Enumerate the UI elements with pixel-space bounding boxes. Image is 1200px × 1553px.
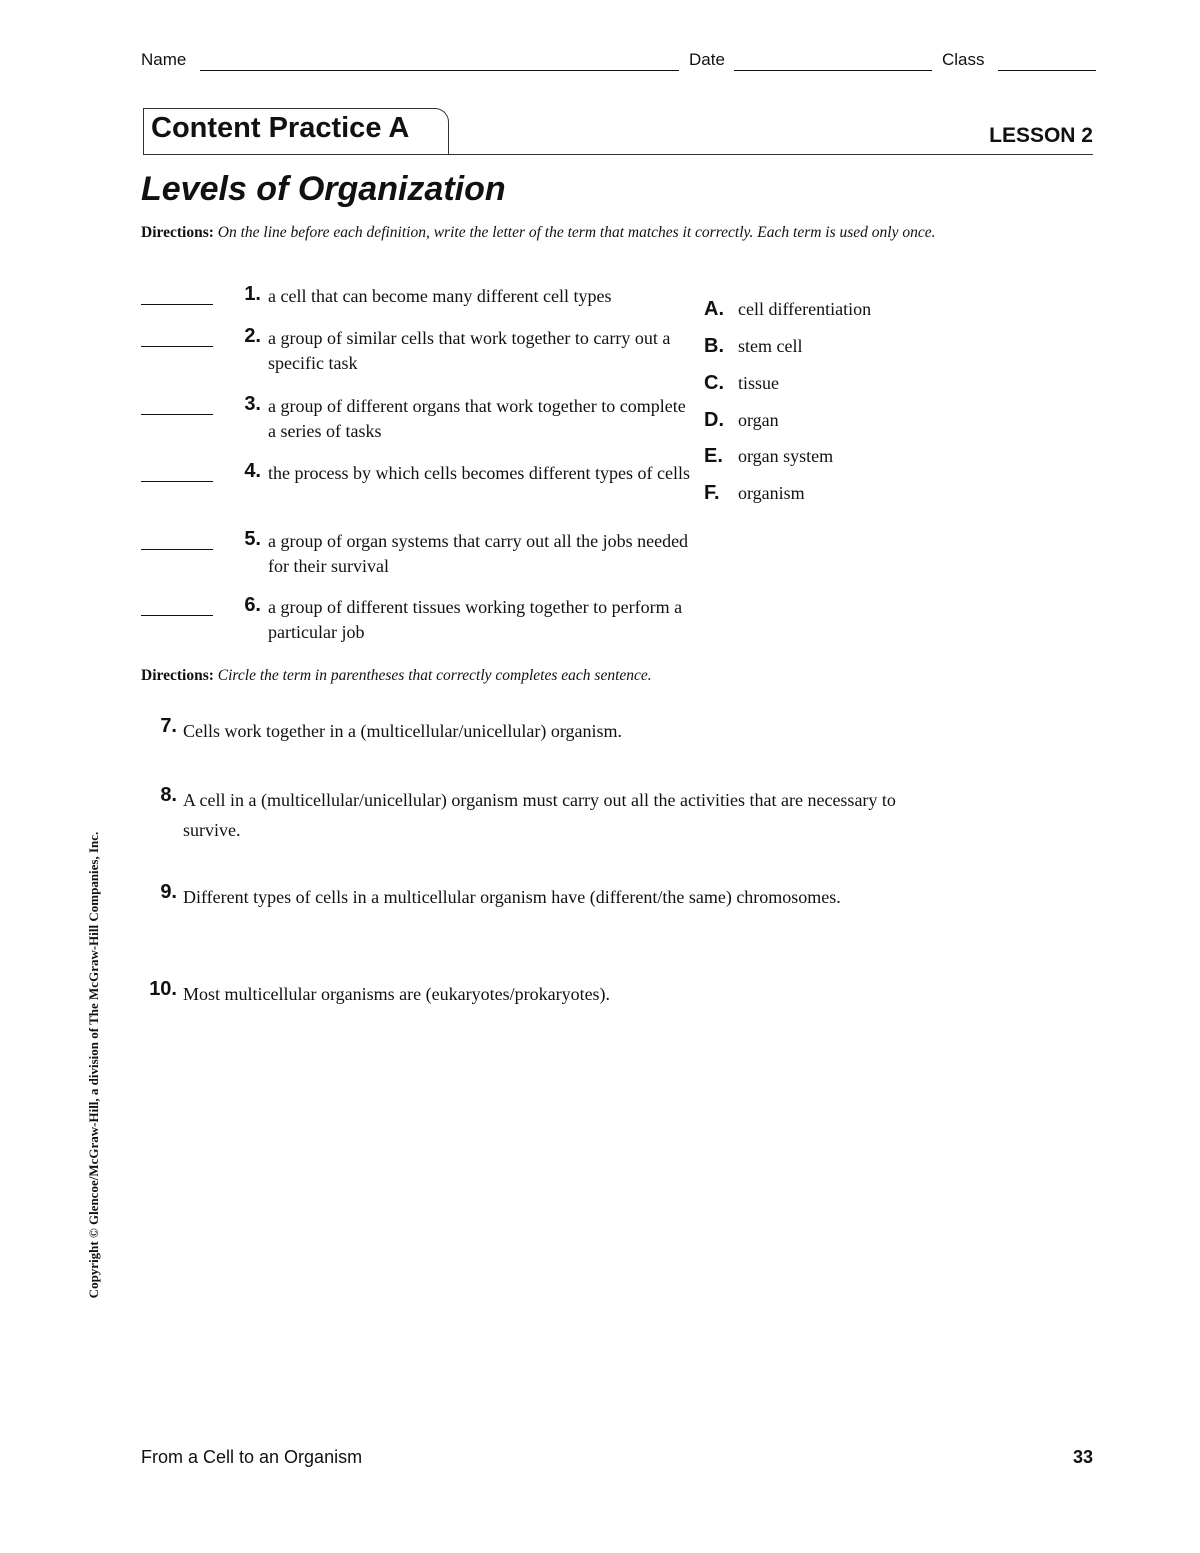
term-text: stem cell [738, 336, 803, 356]
term-letter: A. [704, 298, 724, 320]
item-number: 5. [244, 528, 261, 550]
name-line[interactable] [200, 70, 679, 71]
term-c [704, 372, 779, 395]
item-number: 1. [244, 283, 261, 305]
definition-text: the process by which cells becomes different types of cells [268, 463, 691, 483]
item-number: 6. [244, 594, 261, 616]
definition-text: a group of different tissues working together to perform a particular job [268, 597, 683, 642]
definition-text: a group of organ systems that carry out all the jobs needed for their survival [268, 531, 689, 576]
page-number: 33 [1072, 1447, 1093, 1467]
term-text: cell differentiation [738, 299, 872, 319]
definition-text: a group of similar cells that work together to carry out a specific task [268, 328, 671, 373]
item-number: 3. [244, 393, 261, 415]
term-text: organ [738, 410, 779, 430]
item-number: 7. [160, 715, 177, 737]
item-number: 9. [160, 881, 177, 903]
term-letter: B. [704, 335, 724, 357]
item-number: 8. [160, 784, 177, 806]
directions-matching [141, 222, 991, 244]
item-number: 2. [244, 325, 261, 347]
answer-blank[interactable] [141, 549, 213, 550]
sentence-text[interactable]: Most multicellular organisms are (eukaryotes/prokaryotes). [183, 984, 611, 1004]
directions-circle [141, 665, 991, 687]
term-b [704, 335, 802, 358]
class-label: Class [942, 50, 985, 69]
answer-blank[interactable] [141, 414, 213, 415]
term-letter: C. [704, 372, 724, 394]
definition-text: a group of different organs that work together to complete a series of tasks [268, 396, 686, 441]
term-text: organ system [738, 446, 834, 466]
term-e [704, 445, 833, 468]
lesson-label: LESSON 2 [989, 124, 1093, 147]
name-label: Name [141, 50, 187, 69]
footer-book-title: From a Cell to an Organism [141, 1447, 363, 1467]
term-a [704, 298, 871, 321]
directions-label: Directions: [141, 667, 214, 684]
banner-divider [143, 154, 1093, 155]
item-number: 10. [149, 978, 177, 1000]
term-text: tissue [738, 373, 780, 393]
date-line[interactable] [734, 70, 932, 71]
page-title: Levels of Organization [141, 170, 506, 208]
term-letter: E. [704, 445, 723, 467]
date-label: Date [689, 50, 725, 69]
item-number: 4. [244, 460, 261, 482]
class-line[interactable] [998, 70, 1096, 71]
definition-text: a cell that can become many different cell types [268, 286, 612, 306]
student-info-row [141, 48, 1096, 74]
sentence-text[interactable]: Cells work together in a (multicellular/unicellular) organism. [183, 721, 623, 741]
answer-blank[interactable] [141, 615, 213, 616]
term-f [704, 482, 805, 505]
term-letter: F. [704, 482, 720, 504]
answer-blank[interactable] [141, 304, 213, 305]
sentence-text[interactable]: Different types of cells in a multicellular organism have (different/the same) chromosomes. [183, 887, 841, 907]
directions-text: Circle the term in parentheses that correctly completes each sentence. [217, 667, 652, 684]
directions-label: Directions: [141, 224, 214, 241]
copyright-notice: Copyright © Glencoe/McGraw-Hill, a division of The McGraw-Hill Companies, Inc. [86, 831, 101, 1299]
term-letter: D. [704, 409, 724, 431]
term-text: organism [738, 483, 805, 503]
answer-blank[interactable] [141, 346, 213, 347]
answer-blank[interactable] [141, 481, 213, 482]
banner-title: Content Practice A [151, 112, 410, 144]
sentence-text[interactable]: A cell in a (multicellular/unicellular) organism must carry out all the activities that are necessary to survive. [183, 790, 896, 840]
term-d [704, 409, 779, 432]
directions-text: On the line before each definition, write the letter of the term that matches it correctly. Each term is used only once. [217, 224, 936, 241]
